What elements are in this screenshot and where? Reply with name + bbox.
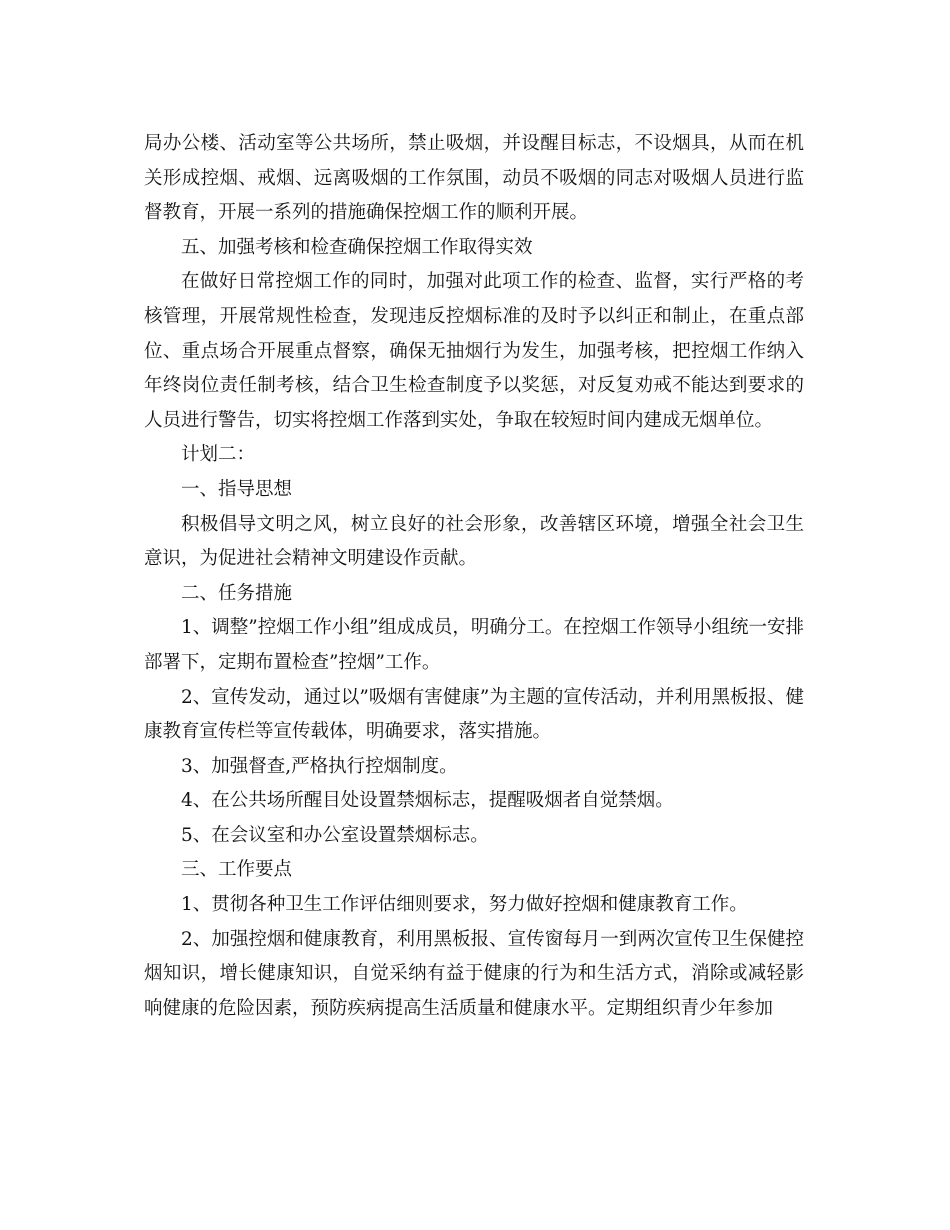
task-item-1: 1、调整”控烟工作小组”组成成员，明确分工。在控烟工作领导小组统一安排部署下，定期布置检查”控烟”工作。 [144,617,804,673]
task-item-3: 3、加强督查,严格执行控烟制度。 [181,755,458,777]
paragraph-guiding-thought: 积极倡导文明之风，树立良好的社会形象，改善辖区环境，增强全社会卫生意识，为促进社会精神文明建设作贡献。 [144,513,804,570]
key-point-2: 2、加强控烟和健康教育，利用黑板报、宣传窗每月一到两次宣传卫生保健控烟知识，增长健康知识，自觉采纳有益于健康的行为和生活方式，消除或减轻影响健康的危险因素，预防疾病提高生活质量和健康水平。定期组织青少年参加 [144,928,804,1019]
section-heading-tasks: 二、任务措施 [181,582,293,604]
task-item-4: 4、在公共场所醒目处设置禁烟标志，提醒吸烟者自觉禁烟。 [181,790,674,812]
section-heading-key-points: 三、工作要点 [181,859,293,881]
task-item-2: 2、宣传发动，通过以”吸烟有害健康”为主题的宣传活动，并利用黑板报、健康教育宣传栏等宣传载体，明确要求，落实措施。 [144,686,804,743]
task-item-5: 5、在会议室和办公室设置禁烟标志。 [181,824,489,846]
section-heading-5: 五、加强考核和检查确保控烟工作取得实效 [181,236,533,258]
key-point-1: 1、贯彻各种卫生工作评估细则要求，努力做好控烟和健康教育工作。 [181,894,748,916]
section-heading-guiding-thought: 一、指导思想 [181,478,293,500]
paragraph-continuation: 局办公楼、活动室等公共场所，禁止吸烟，并设醒目标志，不设烟具，从而在机关形成控烟、戒烟、远离吸烟的工作氛围，动员不吸烟的同志对吸烟人员进行监督教育，开展一系列的措施确保控烟工作的顺利开展。 [144,133,804,224]
paragraph-inspection: 在做好日常控烟工作的同时，加强对此项工作的检查、监督，实行严格的考核管理，开展常规性检查，发现违反控烟标准的及时予以纠正和制止，在重点部位、重点场合开展重点督察，确保无抽烟行为发生，加强考核，把控烟工作纳入年终岗位责任制考核，结合卫生检查制度予以奖惩，对反复劝戒不能达到要求的人员进行警告，切实将控烟工作落到实处，争取在较短时间内建成无烟单位。 [144,271,804,431]
document-body [144,127,804,1026]
plan-two-heading: 计划二： [181,444,256,466]
